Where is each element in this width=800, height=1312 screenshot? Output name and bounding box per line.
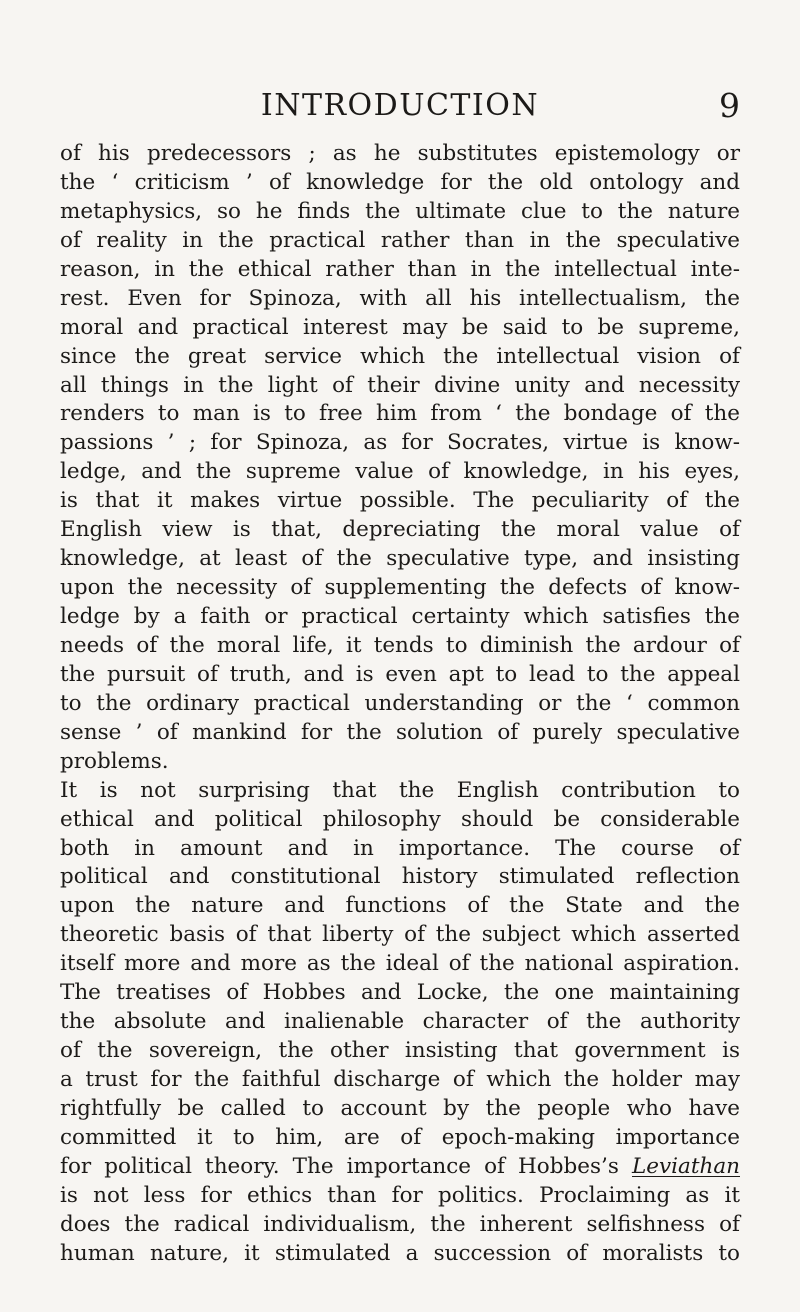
text-line: upon the necessity of supplementing the defects of know- [60,575,740,601]
text-line: committed it to him, are of epoch-making importance [60,1124,740,1150]
text-line: all things in the light of their divine unity and necessity [60,372,740,398]
text-line: does the radical individualism, the inherent selfishness of [60,1211,740,1237]
text-line: rightfully be called to account by the people who have [60,1095,740,1121]
text-line: is that it makes virtue possible. The peculiarity of the [60,488,740,514]
text-line: ledge, and the supreme value of knowledge, in his eyes, [60,459,740,485]
text-line: both in amount and in importance. The course of [60,835,740,861]
text-line: upon the nature and functions of the State and the [60,893,740,919]
text-line: the ‘ criticism ’ of knowledge for the old ontology and [60,169,740,195]
text-line: theoretic basis of that liberty of the subject which asserted [60,922,740,948]
leviathan-title: Leviathan [632,1153,740,1179]
body-text [60,140,740,1269]
text-line: a trust for the faithful discharge of which the holder may [60,1067,740,1092]
page-number: 9 [719,86,740,125]
text-line: of reality in the practical rather than in the speculative [60,227,740,253]
running-head [60,88,740,128]
text-line: ledge by a faith or practical certainty which satisfies the [60,604,740,629]
text-line: of his predecessors ; as he substitutes epistemology or [60,141,740,166]
text-line: needs of the moral life, it tends to diminish the ardour of [60,632,740,658]
text-line: reason, in the ethical rather than in the intellectual inte- [60,256,740,282]
text-line: sense ’ of mankind for the solution of purely speculative [60,719,740,745]
text-line: passions ’ ; for Spinoza, as for Socrates, virtue is know- [60,430,740,456]
text-segment: for political theory. The importance of Hobbes’s [60,1153,619,1179]
text-line: knowledge, at least of the speculative type, and insisting [60,546,740,572]
text-line-paragraph-start: It is not surprising that the English contribution to [60,777,740,803]
chapter-title: INTRODUCTION [260,88,540,123]
text-line: English view is that, depreciating the moral value of [60,517,740,543]
text-line: ethical and political philosophy should be considerable [60,806,740,832]
text-line: the pursuit of truth, and is even apt to lead to the appeal [60,661,740,687]
text-line: since the great service which the intellectual vision of [60,343,740,369]
text-line: itself more and more as the ideal of the national aspiration. [60,951,740,977]
text-line: rest. Even for Spinoza, with all his intellectualism, the [60,285,740,311]
text-line-paragraph-end: problems. [60,748,169,774]
text-line: of the sovereign, the other insisting that government is [60,1038,740,1064]
text-line: political and constitutional history stimulated reflection [60,864,740,890]
text-line: human nature, it stimulated a succession of moralists to [60,1240,740,1266]
text-line: moral and practical interest may be said to be supreme, [60,314,740,340]
text-line: The treatises of Hobbes and Locke, the one maintaining [60,980,740,1006]
text-line-with-italic [60,1153,740,1182]
text-line: the absolute and inalienable character of the authority [60,1009,740,1035]
text-line: is not less for ethics than for politics. Proclaiming as it [60,1182,740,1208]
text-line: metaphysics, so he finds the ultimate clue to the nature [60,198,740,224]
text-line: renders to man is to free him from ‘ the bondage of the [60,401,740,427]
text-line: to the ordinary practical understanding or the ‘ common [60,690,740,716]
